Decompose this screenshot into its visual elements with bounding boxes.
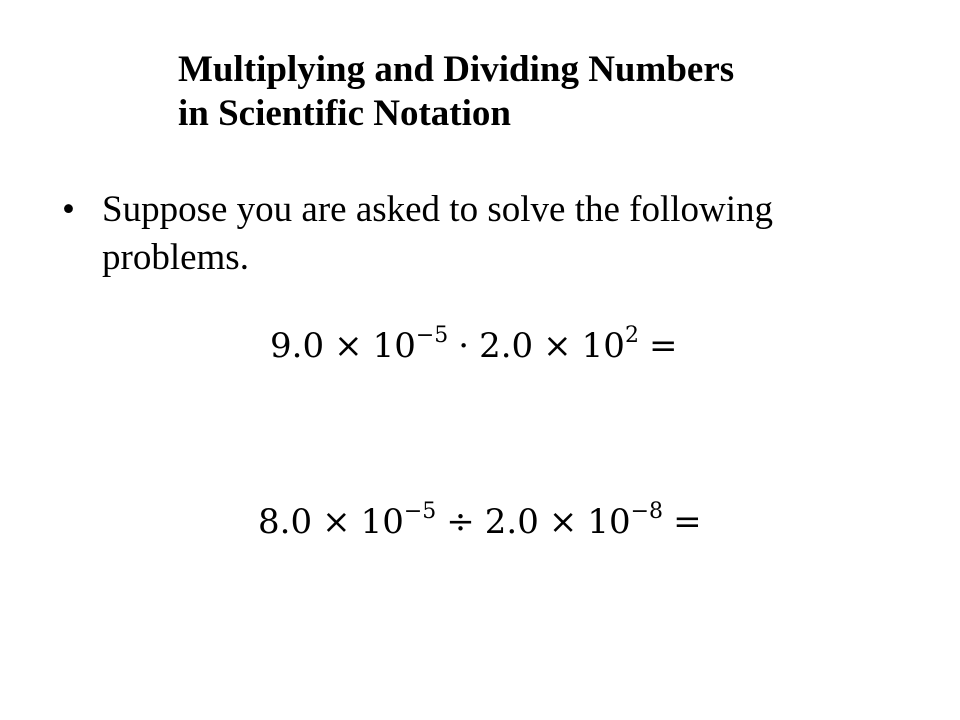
bullet-icon: • — [62, 189, 75, 230]
exponent: 2 — [624, 323, 639, 348]
title-line-2: in Scientific Notation — [178, 93, 511, 134]
power-base: 10 — [587, 502, 631, 542]
equation-multiply — [270, 324, 687, 368]
exponent: −5 — [403, 499, 437, 524]
equals-sign: = — [648, 326, 678, 366]
exponent: −8 — [630, 499, 664, 524]
times-sign: × — [334, 326, 363, 366]
equation-divide — [258, 500, 712, 544]
title-line-1: Multiplying and Dividing Numbers — [178, 49, 735, 90]
coefficient-a: 9.0 — [270, 326, 325, 366]
bullet-text: Suppose you are asked to solve the following problems. — [102, 189, 774, 278]
coefficient-b: 2.0 — [479, 326, 534, 366]
power-base: 10 — [360, 502, 404, 542]
equals-sign: = — [673, 502, 702, 542]
slide-title — [178, 48, 898, 136]
power-base: 10 — [372, 326, 416, 366]
times-sign: × — [322, 502, 351, 542]
coefficient-b: 2.0 — [484, 502, 539, 542]
times-sign: × — [543, 326, 572, 366]
coefficient-a: 8.0 — [258, 502, 313, 542]
exponent: −5 — [415, 323, 449, 348]
power-base: 10 — [581, 326, 625, 366]
times-sign: × — [548, 502, 578, 542]
multiply-dot-operator: · — [458, 326, 470, 366]
divide-operator: ÷ — [446, 502, 475, 542]
